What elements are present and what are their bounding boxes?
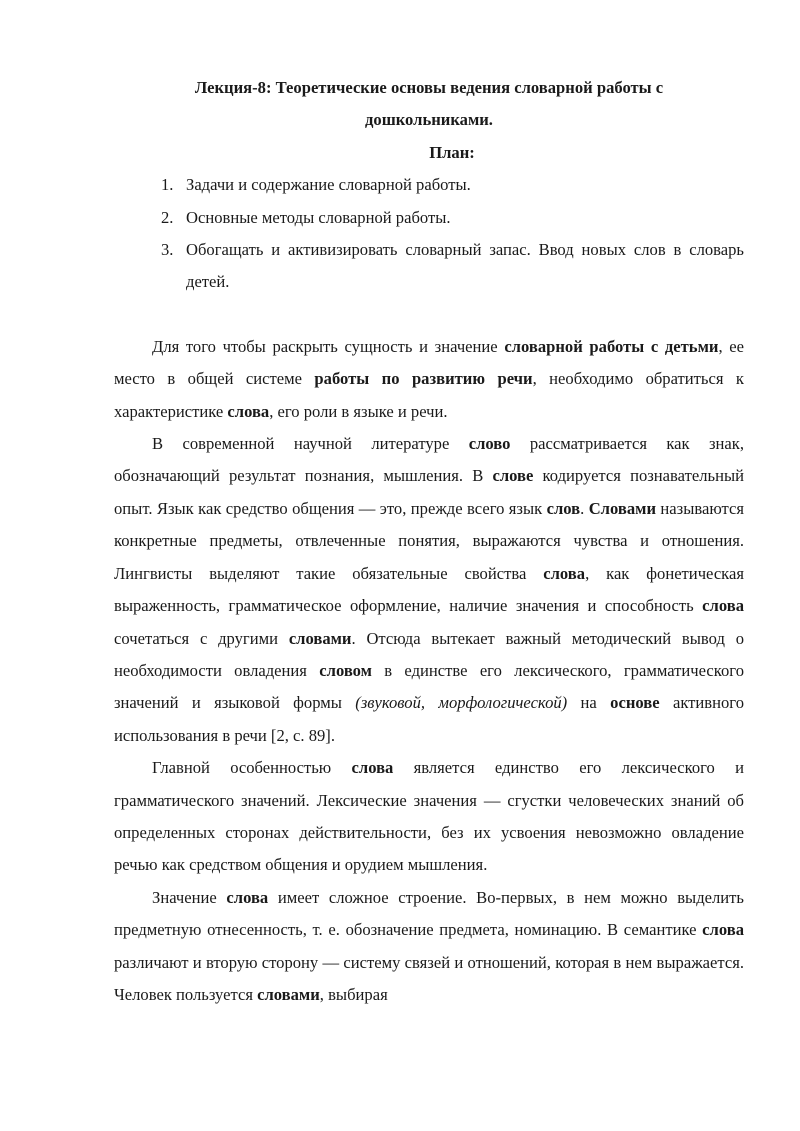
plan-item: [161, 234, 744, 299]
text-run: , ее место в общей системе: [114, 336, 744, 389]
bold-term: слова: [226, 887, 269, 907]
bold-term: словами: [288, 628, 352, 648]
plan-item-text: Основные методы словарной работы.: [186, 207, 451, 227]
bold-term: слова: [702, 920, 744, 940]
bold-term: словарной работы с детьми: [504, 336, 719, 356]
bold-term: слове: [492, 466, 534, 486]
text-run: различают и вторую сторону — систему связей и отношений, которая в нем выражается. Человек пользуется: [114, 952, 744, 1004]
bold-term: слова: [702, 596, 744, 616]
text-run: кодируется познавательный опыт. Язык как средство общения — это, прежде всего язык: [114, 466, 744, 518]
bold-term: Словами: [588, 498, 657, 518]
bold-term: слова: [543, 563, 586, 583]
body-text: [114, 331, 744, 1012]
plan-item-text: Обогащать и активизировать словарный запас. Ввод новых слов в словарь детей.: [186, 240, 744, 292]
italic-text: (звуковой, морфологической): [355, 693, 568, 713]
text-run: , необходимо обратиться к характеристике: [114, 369, 744, 421]
text-run: рассматривается как знак, обозначающий результат познания, мышления. В: [114, 434, 744, 486]
plan-heading: План:: [429, 142, 475, 162]
plan-item-number: 3.: [161, 240, 174, 260]
lecture-title-line-1: Лекция-8: Теоретические основы ведения словарной работы с: [194, 78, 664, 97]
lecture-title-line-2: дошкольниками.: [365, 110, 493, 130]
text-run: активного использования в речи [2, с. 89].: [114, 693, 744, 745]
bold-term: слова: [227, 401, 270, 421]
section-gap: [114, 299, 744, 331]
bold-term: основе: [610, 693, 660, 713]
plan-item-number: 1.: [161, 175, 174, 195]
text-run: .: [580, 498, 589, 518]
bold-term: слова: [351, 758, 394, 778]
plan-item-text: Задачи и содержание словарной работы.: [186, 175, 471, 195]
bold-term: работы по развитию речи: [314, 369, 533, 389]
document-page: [114, 72, 744, 1011]
text-run: Для того чтобы раскрыть сущность и значение: [152, 336, 505, 356]
text-run: , его роли в языке и речи.: [269, 401, 448, 421]
text-run: имеет сложное строение. Во-первых, в нем можно выделить предметную отнесенность, т. е. обозначение предмета, номинацию. В семантике: [114, 887, 744, 940]
text-run: на: [567, 693, 611, 713]
text-run: . Отсюда вытекает важный методический вывод о необходимости овладения: [114, 628, 744, 680]
bold-term: слов: [546, 498, 581, 518]
plan-item-number: 2.: [161, 207, 174, 227]
text-run: Главной особенностью: [152, 758, 352, 778]
text-run: является единство его лексического и грамматического значений. Лексические значения — сгустки человеческих знаний об определенных сторонах действительности, без их усвоения невозможно овладение речью как средством общения и орудием мышления.: [114, 758, 744, 875]
text-run: называются конкретные предметы, отвлеченные понятия, выражаются чувства и отношения. Лингвисты выделяют такие обязательные свойства: [114, 498, 744, 583]
text-run: сочетаться с другими: [114, 628, 289, 648]
bold-term: слово: [468, 434, 511, 454]
text-run: Значение: [152, 887, 227, 907]
body-paragraph: [114, 882, 744, 1012]
text-run: в единстве его лексического, грамматического значений и языковой формы: [114, 660, 744, 713]
body-paragraph: [114, 331, 744, 428]
bold-term: словом: [319, 660, 372, 680]
lecture-title: [114, 72, 744, 137]
plan-item: [161, 202, 744, 234]
text-run: , выбирая: [319, 984, 388, 1004]
plan-item: [161, 169, 744, 201]
text-run: , как фонетическая выраженность, грамматическое оформление, наличие значения и способность: [114, 563, 744, 616]
bold-term: словами: [257, 984, 320, 1004]
text-run: В современной научной литературе: [152, 434, 469, 454]
body-paragraph: [114, 752, 744, 882]
plan-list: [114, 169, 744, 299]
body-paragraph: [114, 428, 744, 752]
